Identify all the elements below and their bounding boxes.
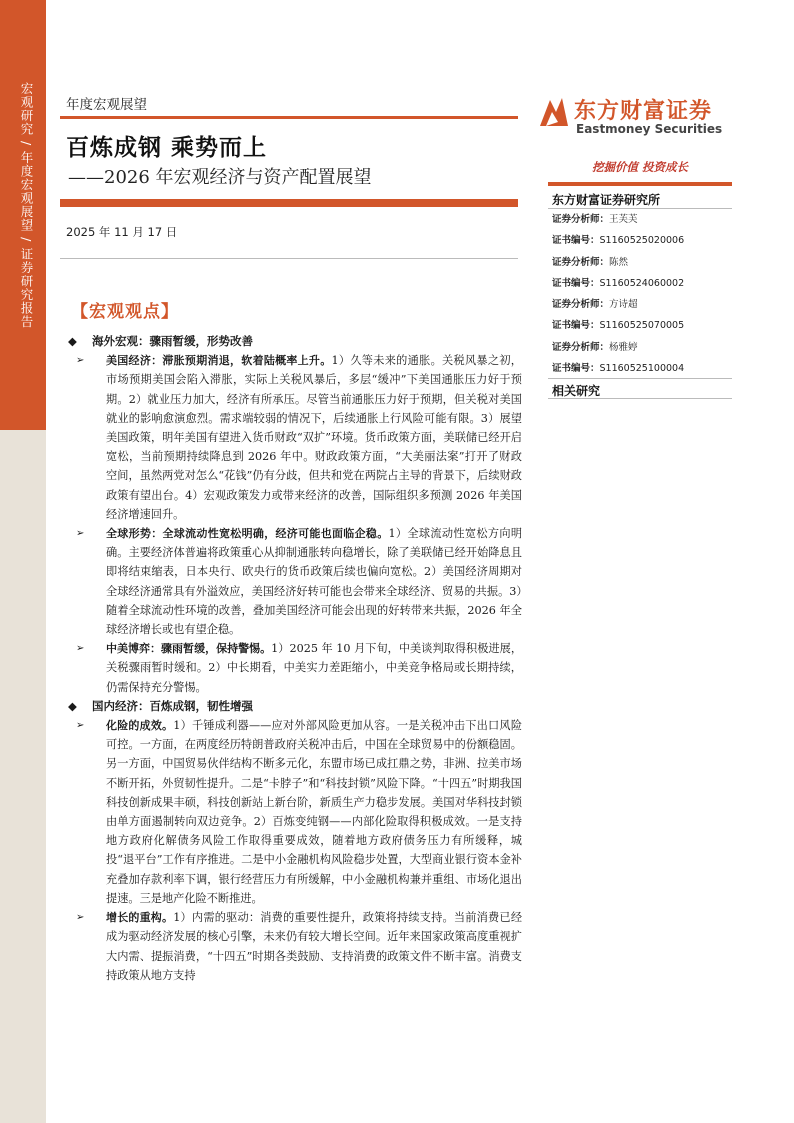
bullet-paragraph: ➢ 美国经济：滞胀预期消退，软着陆概率上升。1）久等未来的通胀。关税风暴之初，市场预期美国会陷入滞胀，实际上关税风暴后，多层“缓冲”下美国通胀压力好于预期。2）就业压力加大，经济有所承压。尽管当前通胀压力好于预期，但关税对美国就业的影响愈演愈烈。需求端较弱的情况下，后续通胀上行风险可能有限。3）展望美国政策，明年美国有望进入货币财政“双扩”环境。货币政策方面，美联储已经开启宽松，当前预期持续降息到 2026 年中。财政政策方面，“大美丽法案”打开了财政空间，虽然两党对怎么“花钱”仍有分歧，但共和党在两院占主导的背景下，后续财政政策有望出台。4）宏观政策发力或带来经济的改善，国际组织多预测 2026 年美国经济增速回升。 bbox=[66, 351, 522, 524]
diamond-icon: ◆ bbox=[68, 698, 77, 713]
arrow-bullet-icon: ➢ bbox=[76, 720, 85, 732]
arrow-bullet-icon: ➢ bbox=[76, 528, 85, 540]
report-date: 2025 年 11 月 17 日 bbox=[66, 225, 178, 239]
header-rule-top bbox=[60, 116, 518, 119]
sidebar-category-label: 宏观研究 / 年度宏观展望 / 证券研究报告 bbox=[19, 82, 34, 329]
divider bbox=[548, 398, 732, 399]
analyst-list bbox=[552, 212, 742, 382]
analyst-cert-row: 证书编号：S1160524060002 bbox=[552, 277, 685, 289]
brand-logo bbox=[536, 92, 746, 142]
analyst-cert-row: 证书编号：S1160525070005 bbox=[552, 320, 685, 332]
analyst-name-row: 证券分析师：王芙芙 bbox=[552, 214, 638, 225]
divider bbox=[60, 258, 518, 259]
analyst-cert-row: 证书编号：S1160525020006 bbox=[552, 235, 685, 247]
brand-name-cn: 东方财富证券 bbox=[574, 99, 713, 124]
bullet-paragraph: ➢ 增长的重构。1）内需的驱动：消费的重要性提升，政策将持续支持。当前消费已经成为驱动经济发展的核心引擎，未来仍有较大增长空间。近年来国家政策高度重视扩大内需、提振消费，“十四五”时期各类鼓励、支持消费的政策文件不断丰富。消费支持政策从地方支持 bbox=[66, 908, 522, 985]
page-title: 百炼成钢 乘势而上 bbox=[66, 135, 268, 161]
right-column-rule bbox=[548, 182, 732, 186]
analyst-name-row: 证券分析师：方诗超 bbox=[552, 299, 638, 311]
heading-domestic: ◆ 国内经济：百炼成钢，韧性增强 bbox=[66, 697, 522, 716]
arrow-bullet-icon: ➢ bbox=[76, 912, 85, 924]
analyst-name-row: 证券分析师：陈然 bbox=[552, 256, 629, 268]
arrow-bullet-icon: ➢ bbox=[76, 643, 85, 655]
section-heading: 【宏观观点】 bbox=[71, 302, 179, 322]
diamond-icon: ◆ bbox=[68, 334, 77, 348]
bullet-paragraph: ➢ 全球形势：全球流动性宽松明确，经济可能也面临企稳。1）全球流动性宽松方向明确。主要经济体普遍将政策重心从抑制通胀转向稳增长，除了美联储已经开始降息且即将结束缩表，日本央行、欧央行的货币政策后续也偏向宽松。2）美国经济周期对全球经济通常具有外溢效应，美国经济好转可能也会带来全球经济、贸易的共振。3）随着全球流动性环境的改善，叠加美国经济可能会出现的好转带来共振，2026 年全球经济增长或也有望企稳。 bbox=[66, 524, 522, 639]
header-rule-bottom bbox=[60, 199, 518, 207]
related-research-heading: 相关研究 bbox=[552, 384, 601, 398]
report-body bbox=[66, 332, 522, 985]
divider bbox=[548, 208, 732, 209]
divider bbox=[548, 378, 732, 379]
analyst-name-row: 证券分析师：杨雅婷 bbox=[552, 341, 638, 353]
arrow-bullet-icon: ➢ bbox=[76, 355, 85, 367]
analyst-cert-row: 证书编号：S1160525100004 bbox=[552, 363, 685, 375]
bullet-paragraph: ➢ 中美博弈：骤雨暂缓，保持警惕。1）2025 年 10 月下旬，中美谈判取得积极进展，关税骤雨暂时缓和。2）中长期看，中美实力差距缩小，中美竞争格局或长期持续，仍需保持充分警惕。 bbox=[66, 639, 522, 697]
institute-name: 东方财富证券研究所 bbox=[552, 193, 661, 207]
left-sidebar bbox=[0, 0, 46, 1123]
brand-slogan: 挖掘价值 投资成长 bbox=[592, 160, 689, 174]
brand-name-en: Eastmoney Securities bbox=[576, 122, 723, 136]
report-type-label: 年度宏观展望 bbox=[66, 97, 147, 113]
page-subtitle: ——2026 年宏观经济与资产配置展望 bbox=[68, 167, 372, 188]
brand-logo-icon bbox=[536, 92, 572, 132]
bullet-paragraph: ➢ 化险的成效。1）千锤成利器——应对外部风险更加从容。一是关税冲击下出口风险可控。一方面，在两度经历特朗普政府关税冲击后，中国在全球贸易中的份额稳固。另一方面，中国贸易伙伴结构不断多元化，东盟市场已成扛鼎之势，非洲、拉美市场不断开拓，外贸韧性提升。二是“卡脖子”和“科技封锁”风险下降。“十四五”时期我国科技创新成果丰硕，科技创新站上新台阶，新质生产力稳步发展。美国对华科技封锁由单方面遏制转向双边竞争。2）百炼变纯钢——内部化险取得积极成效。一是支持地方政府化解债务风险工作取得重要成效，随着地方政府债务压力有所缓释，城投“退平台”工作有序推进。二是中小金融机构风险稳步处置，大型商业银行资本金补充叠加存款利率下调，银行经营压力有所缓解，中小金融机构兼并重组、市场化退出提速。三是地产化险不断推进。 bbox=[66, 716, 522, 908]
heading-overseas: ◆ 海外宏观：骤雨暂缓，形势改善 bbox=[66, 332, 522, 351]
